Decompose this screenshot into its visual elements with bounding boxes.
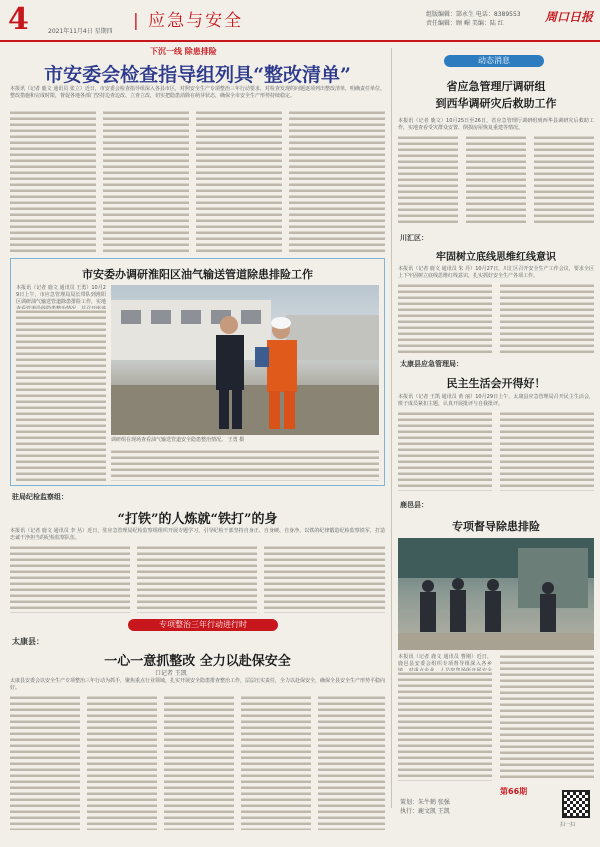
story4-column-4 xyxy=(241,695,311,830)
story4-kicker: 太康县： xyxy=(12,637,44,646)
page-number: 4 xyxy=(8,2,29,37)
story2-box xyxy=(10,258,385,486)
column-divider xyxy=(391,48,392,808)
editor-info: 组版编辑：郜永生 电话：8389553 责任编辑：顾 嵋 美编：陆 红 xyxy=(426,11,521,27)
story1-headline: 市安委会检查指导组列具“整改清单” xyxy=(44,64,351,86)
right3-column-1 xyxy=(398,411,492,491)
right4-kicker: 鹿邑县： xyxy=(400,501,428,509)
story2-lead: 本报讯（记者 鹿文 通讯员 王勇）10月29日上午，市应急管理局局长带队到淮阳区调研油气输送管道除患排险工作，实地 xyxy=(16,285,107,305)
story4-banner: 专项整治三年行动进行时 xyxy=(128,619,278,631)
right4-column-1 xyxy=(398,671,492,781)
right3-column-2 xyxy=(500,411,594,491)
inspection-team-image xyxy=(398,538,594,650)
right3-headline: 民主生活会开得好！ xyxy=(446,377,546,390)
right2-headline: 牢固树立底线思维红线意识 xyxy=(436,252,556,263)
story4-byline: 口记者 王凯 xyxy=(155,670,187,677)
story1-column-4 xyxy=(289,110,385,255)
story3-column-1 xyxy=(10,545,130,613)
credits-2: 执行：鹿文凯 王凯 xyxy=(400,808,450,815)
news-banner: 动态消息 xyxy=(444,55,544,67)
credits: 策划：朱牛鹤 张强 xyxy=(400,799,450,806)
right1-headline-line1: 省应急管理厅调研组 xyxy=(446,80,546,93)
qr-code-icon xyxy=(562,790,590,818)
page-header xyxy=(0,0,600,42)
newspaper-logo: 周口日报 xyxy=(545,10,594,24)
story1-lead: 本报讯（记者 鹿文 通讯员 张立）近日，市安委会检查指导组深入各县市区，对照安全生产专项整治三年行动要求，对检查发现的问题逐项列出整改清单，明确责任单位、整改措施和完成时限，督促各地各部门坚持边查边改、立查立改，切实把隐患消除在萌芽状态，确保全市安全生产形势持续稳定。 xyxy=(10,86,385,99)
story1-column-1 xyxy=(10,110,96,255)
right4-column-2 xyxy=(500,654,594,781)
story1-column-2 xyxy=(103,110,189,255)
right2-column-1 xyxy=(398,283,492,353)
story2-column-1 xyxy=(16,309,106,481)
story3-kicker: 驻局纪检监察组： xyxy=(12,493,68,501)
story4-column-1 xyxy=(10,695,80,830)
story2-photo xyxy=(111,285,379,435)
story4-column-3 xyxy=(164,695,234,830)
right4-lead: 本报讯（记者 鹿文 通讯员 曹刚）近日，鹿邑县安委会组织专项督导组深入各乡 xyxy=(398,654,492,667)
qr-caption: 扫一扫 xyxy=(560,822,576,828)
story2-headline: 市安委办调研淮阳区油气输送管道除患排险工作 xyxy=(82,268,313,281)
section-title: | 应急与安全 xyxy=(133,11,244,31)
right2-column-2 xyxy=(500,283,594,353)
story4-column-2 xyxy=(87,695,157,830)
right1-column-3 xyxy=(534,135,594,225)
story3-column-2 xyxy=(137,545,257,613)
right3-kicker: 太康县应急管理局： xyxy=(400,360,463,368)
right3-lead: 本报讯（记者 王凯 通讯员 黄 丽）10月29日上午，太康县应急管理局召开民主生活会，班子成员紧扣主题，认真开展批评与自我批评。 xyxy=(398,394,594,407)
right2-kicker: 川汇区： xyxy=(400,234,428,242)
story1-column-3 xyxy=(196,110,282,255)
story4-headline: 一心一意抓整改 全力以赴保安全 xyxy=(104,654,291,669)
right4-headline: 专项督导除患排险 xyxy=(452,520,540,533)
story2-photo-caption: 调研组在现场查看油气输送管道安全隐患整治情况。 王勇 摄 xyxy=(111,437,245,443)
right1-column-2 xyxy=(466,135,526,225)
issue-note: 第66期 xyxy=(500,787,528,796)
right1-headline-line2: 到西华调研灾后救助工作 xyxy=(435,97,557,110)
story3-headline: “打铁”的人炼就“铁打”的身 xyxy=(117,512,278,527)
right4-photo xyxy=(398,538,594,650)
story4-column-5 xyxy=(318,695,385,830)
right2-lead: 本报讯（记者 鹿文 通讯员 朱 丹）10月27日，川汇区召开安全生产工作会议，要求全区上下牢固树立底线思维红线意识，扎实抓好安全生产各项工作。 xyxy=(398,266,594,279)
story1-kicker: 下沉一线 除患排险 xyxy=(150,47,217,56)
story3-column-3 xyxy=(264,545,385,613)
issue-date: 2021年11月4日 星期四 xyxy=(48,28,113,35)
story3-lead: 本报讯（记者 鹿文 通讯员 李 丛）近日，驻应急管理局纪检监察组组织开展专题学习，引导纪检干部坚持自身正、自身硬、自身净，以铁的纪律锻造纪检监察铁军，打造忠诚干净担当的纪检监察队伍。 xyxy=(10,528,385,541)
story2-column-2 xyxy=(111,449,379,481)
right1-lead: 本报讯（记者 鹿文）10月25日至26日，省应急管理厅调研组到西华县调研灾后救助工作，实地查看受灾群众安置、倒损房屋恢复重建等情况。 xyxy=(398,118,594,131)
officials-inspection-image xyxy=(111,285,379,435)
right1-column-1 xyxy=(398,135,458,225)
story4-lead: 太康县安委会以安全生产专项整治三年行动为抓手，聚焦重点行业领域，扎实开展安全隐患排查整治工作，层层压实责任，全力以赴保安全，确保全县安全生产形势平稳向好。 xyxy=(10,678,386,691)
